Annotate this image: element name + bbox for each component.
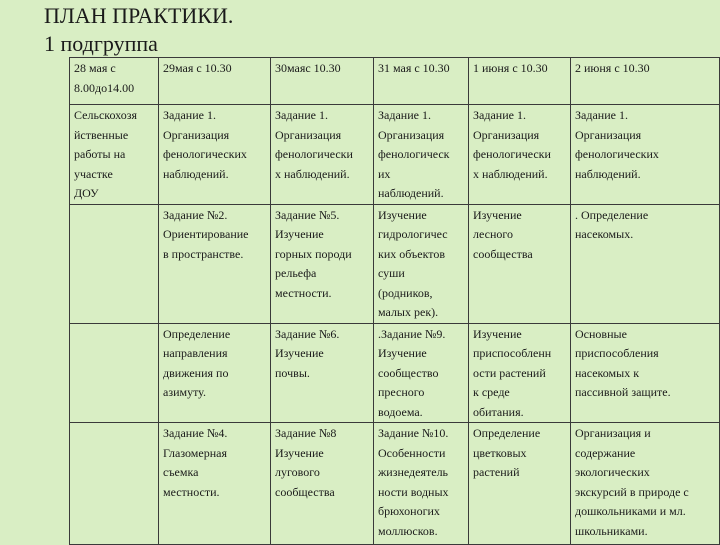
table-row xyxy=(70,323,720,423)
table-row xyxy=(70,423,720,545)
table-cell: Сельскохозя йственные работы на участке ДОУ xyxy=(70,105,159,205)
table-cell xyxy=(70,204,159,323)
table-cell: .Задание №9. Изучение сообщество пресного водоема. xyxy=(374,323,469,423)
header-cell-may-28: 28 мая с 8.00до14.00 xyxy=(70,58,159,105)
table-cell: Организация и содержание экологических экскурсий в природе с дошкольниками и мл. школьниками. xyxy=(571,423,720,545)
header-cell-may-30: 30маяс 10.30 xyxy=(271,58,374,105)
table-cell: Задание №10. Особенности жизнедеятель ности водных брюхоногих моллюсков. xyxy=(374,423,469,545)
title-line-plan: ПЛАН ПРАКТИКИ. xyxy=(44,3,234,28)
table-cell: Изучение гидрологичес ких объектов суши (родников, малых рек). xyxy=(374,204,469,323)
header-cell-june-2: 2 июня с 10.30 xyxy=(571,58,720,105)
header-cell-may-31: 31 мая с 10.30 xyxy=(374,58,469,105)
table-header-row xyxy=(70,58,720,105)
table-row xyxy=(70,105,720,205)
page-title xyxy=(44,2,233,58)
table-cell: Изучение приспособленн ости растений к среде обитания. xyxy=(469,323,571,423)
table-cell: Изучение лесного сообщества xyxy=(469,204,571,323)
header-cell-june-1: 1 июня с 10.30 xyxy=(469,58,571,105)
table-cell: Задание 1. Организация фенологических наблюдений. xyxy=(159,105,271,205)
table-cell: Задание №4. Глазомерная съемка местности. xyxy=(159,423,271,545)
table-cell xyxy=(70,323,159,423)
table-cell: Задание 1. Организация фенологически х наблюдений. xyxy=(271,105,374,205)
table-cell: Задание №5. Изучение горных породи рельефа местности. xyxy=(271,204,374,323)
table-cell: Задание 1. Организация фенологических наблюдений. xyxy=(571,105,720,205)
table-cell: Задание №6. Изучение почвы. xyxy=(271,323,374,423)
title-line-subgroup: 1 подгруппа xyxy=(44,31,158,56)
table-cell: Основные приспособления насекомых к пассивной защите. xyxy=(571,323,720,423)
table-cell xyxy=(70,423,159,545)
table-cell: Определение цветковых растений xyxy=(469,423,571,545)
table-cell: Задание №8 Изучение лугового сообщества xyxy=(271,423,374,545)
table-cell: Задание №2. Ориентирование в пространстве. xyxy=(159,204,271,323)
header-cell-may-29: 29мая с 10.30 xyxy=(159,58,271,105)
table-row xyxy=(70,204,720,323)
table-cell: Задание 1. Организация фенологическ их наблюдений. xyxy=(374,105,469,205)
practice-plan-table xyxy=(69,57,720,545)
table-cell: Определение направления движения по азимуту. xyxy=(159,323,271,423)
table-cell: Задание 1. Организация фенологически х наблюдений. xyxy=(469,105,571,205)
table-cell: . Определение насекомых. xyxy=(571,204,720,323)
